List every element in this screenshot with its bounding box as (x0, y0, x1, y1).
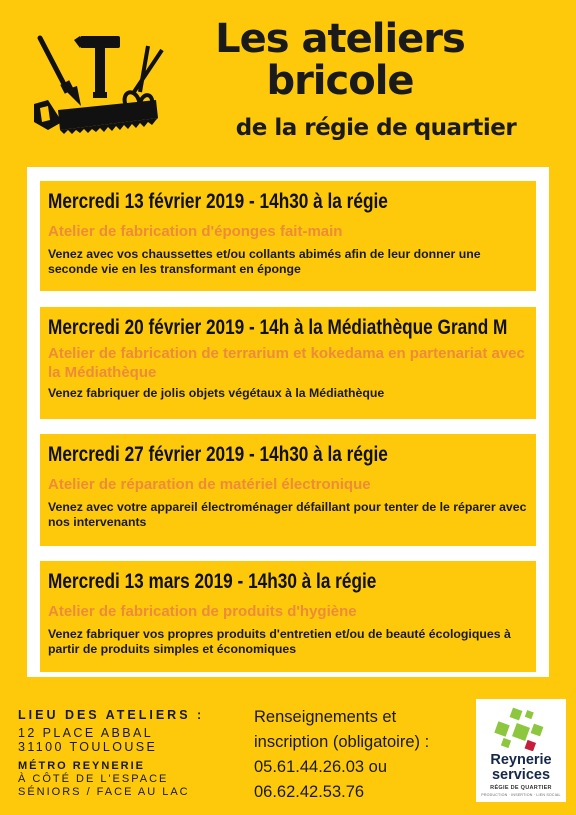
tools-icon (28, 30, 168, 140)
workshop-description: Venez fabriquer de jolis objets végétaux à la Médiathèque (48, 386, 385, 400)
contact-phone-2: 06.62.42.53.76 (254, 783, 365, 801)
reynerie-services-logo (476, 699, 566, 802)
title-line-1: Les ateliers (215, 16, 465, 62)
workshop-card-1 (40, 181, 536, 291)
poster-subtitle: de la régie de quartier (235, 115, 517, 141)
metro-line-1: À CÔTÉ DE L'ESPACE (18, 773, 169, 785)
address-line-2: 31100 TOULOUSE (18, 740, 158, 754)
contact-phone-1: 05.61.44.26.03 ou (254, 758, 388, 776)
workshop-description: Venez fabriquer vos propres produits d'entretien et/ou de beauté écologiques à partir de produits simples et économiques (48, 627, 511, 656)
workshop-date: Mercredi 13 mars 2019 - 14h30 à la régie (48, 570, 377, 593)
workshop-description: Venez avec vos chaussettes et/ou collants abimés afin de leur donner une seconde vie en les transformant en éponge (48, 247, 481, 276)
poster-title (175, 18, 505, 102)
location-label: LIEU DES ATELIERS : (18, 708, 205, 722)
title-line-2: bricole (266, 58, 414, 104)
contact-line-2: inscription (obligatoire) : (254, 733, 430, 751)
metro-line-2: SÉNIORS / FACE AU LAC (18, 786, 190, 798)
workshop-date: Mercredi 27 février 2019 - 14h30 à la régie (48, 443, 388, 466)
logo-name-line-2: services (491, 767, 551, 783)
logo-name-line-1: Reynerie (490, 752, 552, 768)
workshop-title: Atelier de réparation de matériel électronique (48, 476, 371, 493)
hammer-icon (74, 36, 120, 98)
logo-mark-icon (476, 701, 566, 751)
logo-subline: PRODUCTION · INSERTION · LIEN SOCIAL (481, 793, 561, 797)
workshop-date: Mercredi 13 février 2019 - 14h30 à la régie (48, 190, 388, 213)
paintbrush-icon (40, 38, 81, 106)
saw-icon (34, 100, 158, 134)
workshop-card-4 (40, 561, 536, 672)
workshop-title: Atelier de fabrication de terrarium et kokedama en partenariat avec la Médiathèque (48, 345, 525, 381)
contact-line-1: Renseignements et (254, 708, 397, 726)
workshop-date: Mercredi 20 février 2019 - 14h à la Médiathèque Grand M (48, 316, 508, 339)
location-block (18, 707, 233, 799)
workshop-description: Venez avec votre appareil électroménager défaillant pour tenter de le réparer avec nos intervenants (48, 500, 527, 529)
workshop-title: Atelier de fabrication de produits d'hygiène (48, 603, 357, 620)
contact-block (254, 705, 474, 805)
logo-tagline: RÉGIE DE QUARTIER (490, 785, 552, 791)
workshop-title: Atelier de fabrication d'éponges fait-main (48, 223, 343, 240)
workshop-card-3 (40, 434, 536, 546)
address-line-1: 12 PLACE ABBAL (18, 726, 154, 740)
metro-label: MÉTRO REYNERIE (18, 760, 146, 772)
workshop-card-2 (40, 307, 536, 419)
